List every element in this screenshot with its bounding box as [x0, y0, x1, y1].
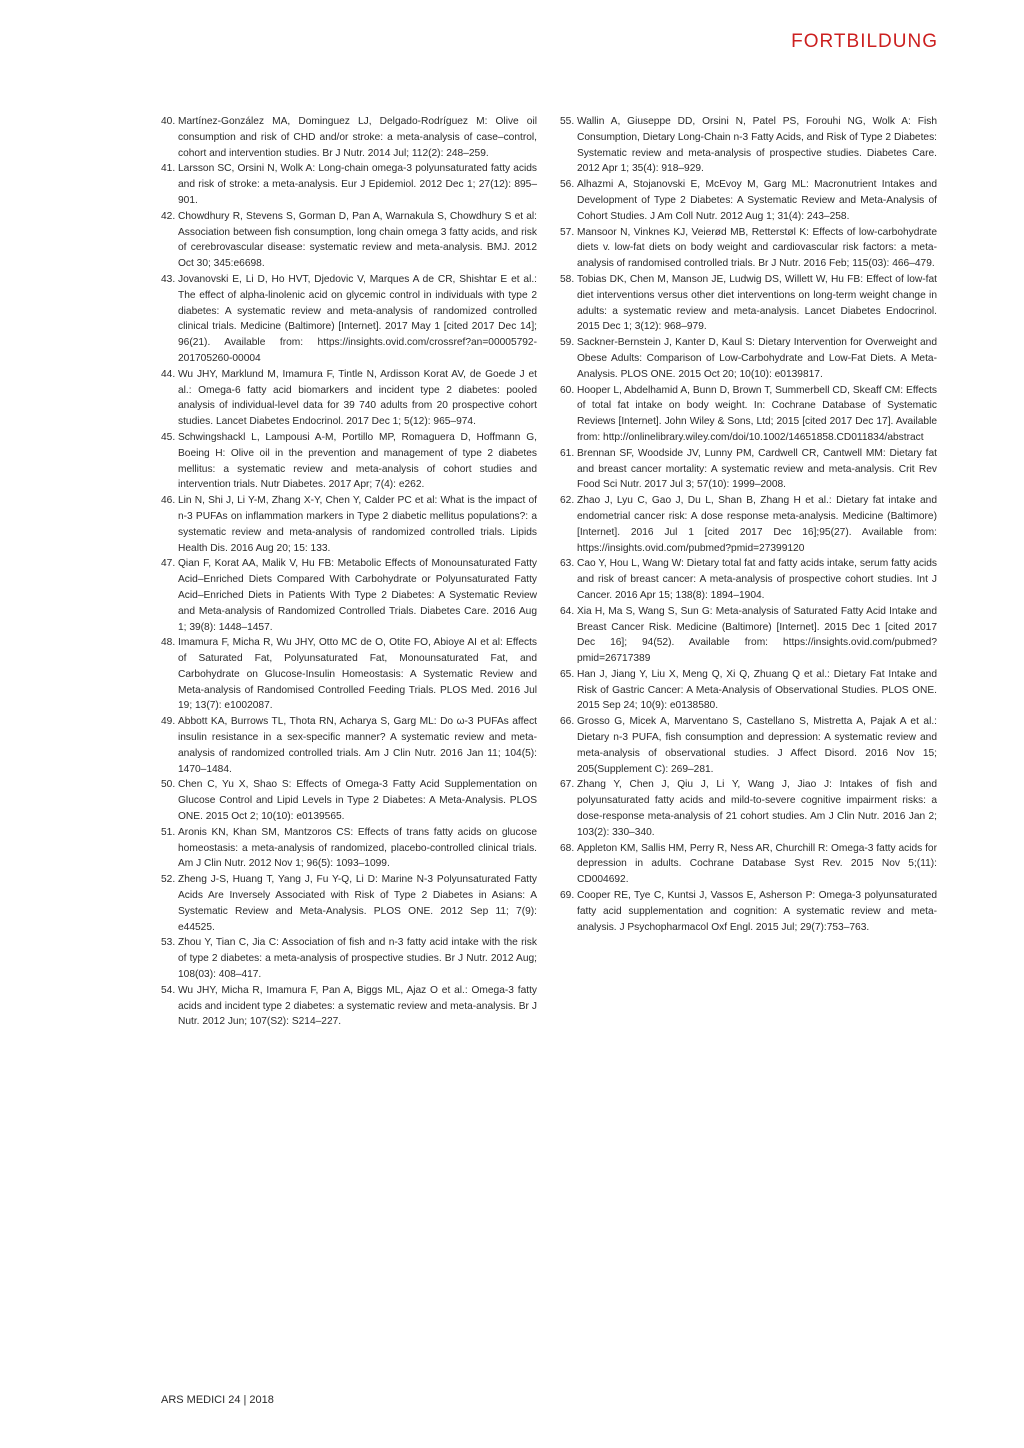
reference-text: Martínez-González MA, Dominguez LJ, Delgado-Rodríguez M: Olive oil consumption and risk of CHD and/or stroke: a meta-analysis of case–control, cohort and intervention studies. Br J Nutr. 2014 Jul; 112(2): 248–259.: [178, 116, 537, 159]
reference-item: [560, 888, 937, 935]
reference-text: Sackner-Bernstein J, Kanter D, Kaul S: Dietary Intervention for Overweight and Obese Adults: Comparison of Low-Carbohydrate and Low-Fat Diets. A Meta-Analysis. PLOS ONE. 2015 Oct 20; 10(10): e0139817.: [577, 337, 937, 380]
reference-number: 53.: [161, 937, 176, 949]
section-title: FORTBILDUNG: [791, 31, 938, 52]
reference-text: Wallin A, Giuseppe DD, Orsini N, Patel PS, Forouhi NG, Wolk A: Fish Consumption, Dietary Long-Chain n-3 Fatty Acids, and Risk of Type 2 Diabetes: Systematic review and meta-analysis of prospective studies. Diabetes Care. 2012 Apr 1; 35(4): 918–929.: [577, 116, 937, 175]
reference-number: 65.: [560, 668, 575, 680]
reference-number: 67.: [560, 779, 575, 791]
reference-item: [161, 635, 537, 714]
reference-text: Chowdhury R, Stevens S, Gorman D, Pan A, Warnakula S, Chowdhury S et al: Association between fish consumption, long chain omega 3 fatty acids, and risk of cerebrovascular disease: systematic review and meta-analysis. BMJ. 2012 Oct 30; 345:e6698.: [178, 210, 537, 270]
reference-number: 56.: [560, 179, 575, 191]
reference-text: Brennan SF, Woodside JV, Lunny PM, Cardwell CR, Cantwell MM: Dietary fat and breast cancer mortality: A systematic review and meta-analysis. Crit Rev Food Sci Nutr. 2017 Jul 3; 57(10): 1999–2008.: [577, 447, 937, 491]
reference-item: [560, 335, 937, 382]
reference-text: Xia H, Ma S, Wang S, Sun G: Meta-analysis of Saturated Fatty Acid Intake and Breast Cancer Risk. Medicine (Baltimore) [Internet]. 2015 Dec 1 [cited 2017 Dec 16]; 94(52). Available from: https://insights.ovid.com/pubmed?pmid=26717389: [577, 605, 937, 665]
reference-item: [560, 493, 937, 556]
reference-number: 58.: [560, 273, 575, 285]
reference-item: [560, 177, 937, 224]
reference-item: [161, 209, 537, 272]
reference-list-left: [161, 114, 537, 1030]
reference-number: 41.: [161, 163, 176, 175]
reference-item: [560, 114, 937, 177]
reference-number: 54.: [161, 984, 176, 996]
reference-text: Grosso G, Micek A, Marventano S, Castellano S, Mistretta A, Pajak A et al.: Dietary n-3 PUFA, fish consumption and depression: A systematic review and meta-analysis of observational studies. J Affect Disord. 2016 Nov 15; 205(Supplement C): 269–281.: [577, 716, 937, 775]
page-footer: ARS MEDICI 24 | 2018: [161, 1394, 274, 1406]
reference-number: 52.: [161, 874, 176, 886]
reference-text: Qian F, Korat AA, Malik V, Hu FB: Metabolic Effects of Monounsaturated Fatty Acid–Enriched Diets Compared With Carbohydrate or Polyunsaturated Fatty Acid–Enriched Diets in Patients With Type 2 Diabetes: A Systematic Review and Meta-analysis of Randomized Controlled Trials. Diabetes Care. 2016 Aug 1; 39(8): 1448–1457.: [178, 558, 537, 633]
reference-number: 57.: [560, 226, 575, 238]
reference-text: Mansoor N, Vinknes KJ, Veierød MB, Retterstøl K: Effects of low-carbohydrate diets v. low-fat diets on body weight and cardiovascular risk factors: a meta-analysis of randomised controlled trials. Br J Nutr. 2016 Feb; 115(03): 466–479.: [577, 226, 937, 270]
reference-item: [560, 667, 937, 714]
reference-text: Imamura F, Micha R, Wu JHY, Otto MC de O, Otite FO, Abioye AI et al: Effects of Saturated Fat, Polyunsaturated Fat, Monounsaturated Fat, and Carbohydrate on Glucose-Insulin Homeostasis: A Systematic Review and Meta-analysis of Randomised Controlled Feeding Trials. PLOS Med. 2016 Jul 19; 13(7): e1002087.: [178, 637, 537, 712]
reference-item: [560, 272, 937, 335]
reference-number: 45.: [161, 431, 176, 443]
reference-number: 43.: [161, 273, 176, 285]
reference-number: 60.: [560, 384, 575, 396]
reference-number: 66.: [560, 716, 575, 728]
reference-item: [161, 777, 537, 824]
reference-item: [161, 983, 537, 1030]
reference-text: Han J, Jiang Y, Liu X, Meng Q, Xi Q, Zhuang Q et al.: Dietary Fat Intake and Risk of Gastric Cancer: A Meta-Analysis of Observational Studies. PLOS ONE. 2015 Sep 24; 10(9): e0138580.: [577, 668, 937, 712]
reference-text: Wu JHY, Marklund M, Imamura F, Tintle N, Ardisson Korat AV, de Goede J et al.: Omega-6 fatty acid biomarkers and incident type 2 diabetes: pooled analysis of individual-level data for 39 740 adults from 20 prospective cohort studies. Lancet Diabetes Endocrinol. 2017 Dec 1; 5(12): 965–974.: [178, 368, 537, 428]
reference-item: [161, 272, 537, 367]
reference-number: 68.: [560, 842, 575, 854]
reference-text: Hooper L, Abdelhamid A, Bunn D, Brown T, Summerbell CD, Skeaff CM: Effects of total fat intake on body weight. In: Cochrane Database of Systematic Reviews [Internet]. John Wiley & Sons, Ltd; 2015 [cited 2017 Dec 17]. Available from: http://onlinelibrary.wiley.com/doi/10.1002/14651858.CD011834/abstract: [577, 384, 937, 443]
reference-item: [560, 841, 937, 888]
reference-text: Jovanovski E, Li D, Ho HVT, Djedovic V, Marques A de CR, Shishtar E et al.: The effect of alpha-linolenic acid on glycemic control in individuals with type 2 diabetes: A systematic review and meta-analysis of randomized controlled clinical trials. Medicine (Baltimore) [Internet]. 2017 May 1 [cited 2017 Dec 14]; 96(21). Available from: https://insights.ovid.com/crossref?an=00005792-201705260-00004: [178, 273, 537, 364]
reference-text: Abbott KA, Burrows TL, Thota RN, Acharya S, Garg ML: Do ω-3 PUFAs affect insulin resistance in a sex-specific manner? A systematic review and meta-analysis of randomized controlled trials. Am J Clin Nutr. 2016 Jan 11; 104(5): 1470–1484.: [178, 716, 537, 775]
reference-text: Larsson SC, Orsini N, Wolk A: Long-chain omega-3 polyunsaturated fatty acids and risk of stroke: a meta-analysis. Eur J Epidemiol. 2012 Dec 1; 27(12): 895–901.: [178, 163, 537, 206]
reference-text: Lin N, Shi J, Li Y-M, Zhang X-Y, Chen Y, Calder PC et al: What is the impact of n-3 PUFAs on inflammation markers in Type 2 diabetic mellitus populations?: a systematic review and meta-analysis of randomized controlled trials. Lipids Health Dis. 2016 Aug 20; 15: 133.: [178, 495, 537, 554]
reference-text: Zhao J, Lyu C, Gao J, Du L, Shan B, Zhang H et al.: Dietary fat intake and endometrial cancer risk: A dose response meta-analysis. Medicine (Baltimore) [Internet]. 2016 Jul 1 [cited 2017 Dec 16];95(27). Available from: https://insights.ovid.com/pubmed?pmid=27399120: [577, 495, 937, 554]
reference-text: Aronis KN, Khan SM, Mantzoros CS: Effects of trans fatty acids on glucose homeostasis: a meta-analysis of randomized, placebo-controlled clinical trials. Am J Clin Nutr. 2012 Nov 1; 96(5): 1093–1099.: [178, 826, 537, 870]
reference-item: [560, 777, 937, 840]
reference-item: [560, 383, 937, 446]
reference-item: [161, 714, 537, 777]
reference-item: [161, 556, 537, 635]
reference-text: Wu JHY, Micha R, Imamura F, Pan A, Biggs ML, Ajaz O et al.: Omega-3 fatty acids and incident type 2 diabetes: a systematic review and meta-analysis. Br J Nutr. 2012 Jun; 107(S2): S214–227.: [178, 984, 537, 1028]
reference-item: [161, 367, 537, 430]
reference-text: Appleton KM, Sallis HM, Perry R, Ness AR, Churchill R: Omega-3 fatty acids for depression in adults. Cochrane Database Syst Rev. 2015 Nov 5;(11): CD004692.: [577, 842, 937, 886]
reference-number: 51.: [161, 826, 176, 838]
reference-number: 50.: [161, 779, 176, 791]
reference-text: Chen C, Yu X, Shao S: Effects of Omega-3 Fatty Acid Supplementation on Glucose Control and Lipid Levels in Type 2 Diabetes: A Meta-Analysis. PLOS ONE. 2015 Oct 2; 10(10): e0139565.: [178, 779, 537, 823]
reference-item: [560, 604, 937, 667]
reference-item: [161, 430, 537, 493]
reference-number: 64.: [560, 605, 575, 617]
reference-item: [161, 872, 537, 935]
reference-text: Zhang Y, Chen J, Qiu J, Li Y, Wang J, Jiao J: Intakes of fish and polyunsaturated fatty acids and mild-to-severe cognitive impairment risks: a dose-response meta-analysis of 21 cohort studies. Am J Clin Nutr. 2016 Jan 2; 103(2): 330–340.: [577, 779, 937, 838]
reference-number: 63.: [560, 558, 575, 570]
reference-text: Zheng J-S, Huang T, Yang J, Fu Y-Q, Li D: Marine N-3 Polyunsaturated Fatty Acids Are Inversely Associated with Risk of Type 2 Diabetes in Asians: A Systematic Review and Meta-Analysis. PLOS ONE. 2012 Sep 11; 7(9): e44525.: [178, 874, 537, 933]
reference-item: [161, 114, 537, 161]
reference-number: 42.: [161, 210, 176, 222]
reference-list-right: [560, 114, 937, 935]
reference-text: Cooper RE, Tye C, Kuntsi J, Vassos E, Asherson P: Omega-3 polyunsaturated fatty acid supplementation and cognition: A systematic review and meta-analysis. J Psychopharmacol Oxf Engl. 2015 Jul; 29(7):753–763.: [577, 890, 937, 933]
reference-number: 69.: [560, 890, 575, 902]
reference-text: Tobias DK, Chen M, Manson JE, Ludwig DS, Willett W, Hu FB: Effect of low-fat diet interventions versus other diet interventions on long-term weight change in adults: a systematic review and meta-analysis. Lancet Diabetes Endocrinol. 2015 Dec 1; 3(12): 968–979.: [577, 273, 937, 333]
reference-number: 59.: [560, 337, 575, 349]
reference-item: [161, 161, 537, 208]
reference-number: 49.: [161, 716, 176, 728]
reference-item: [560, 714, 937, 777]
reference-number: 48.: [161, 637, 176, 649]
reference-number: 46.: [161, 495, 176, 507]
reference-number: 40.: [161, 116, 176, 127]
reference-item: [161, 935, 537, 982]
reference-text: Schwingshackl L, Lampousi A-M, Portillo MP, Romaguera D, Hoffmann G, Boeing H: Olive oil in the prevention and management of type 2 diabetes mellitus: a systematic review and meta-analysis of cohort studies and intervention trials. Nutr Diabetes. 2017 Apr; 7(4): e262.: [178, 431, 537, 491]
reference-number: 47.: [161, 558, 176, 570]
reference-text: Zhou Y, Tian C, Jia C: Association of fish and n-3 fatty acid intake with the risk of type 2 diabetes: a meta-analysis of prospective studies. Br J Nutr. 2012 Aug; 108(03): 408–417.: [178, 937, 537, 981]
reference-item: [161, 493, 537, 556]
reference-item: [560, 446, 937, 493]
reference-text: Alhazmi A, Stojanovski E, McEvoy M, Garg ML: Macronutrient Intakes and Development of Type 2 Diabetes: A Systematic Review and Meta-Analysis of Cohort Studies. J Am Coll Nutr. 2012 Aug 1; 31(4): 243–258.: [577, 179, 937, 222]
reference-number: 61.: [560, 447, 575, 459]
reference-item: [161, 825, 537, 872]
reference-text: Cao Y, Hou L, Wang W: Dietary total fat and fatty acids intake, serum fatty acids and risk of breast cancer: A meta-analysis of prospective cohort studies. Int J Cancer. 2016 Apr 15; 138(8): 1894–1904.: [577, 558, 937, 601]
reference-item: [560, 225, 937, 272]
reference-number: 62.: [560, 495, 575, 507]
reference-number: 55.: [560, 116, 575, 127]
reference-number: 44.: [161, 368, 176, 380]
reference-item: [560, 556, 937, 603]
